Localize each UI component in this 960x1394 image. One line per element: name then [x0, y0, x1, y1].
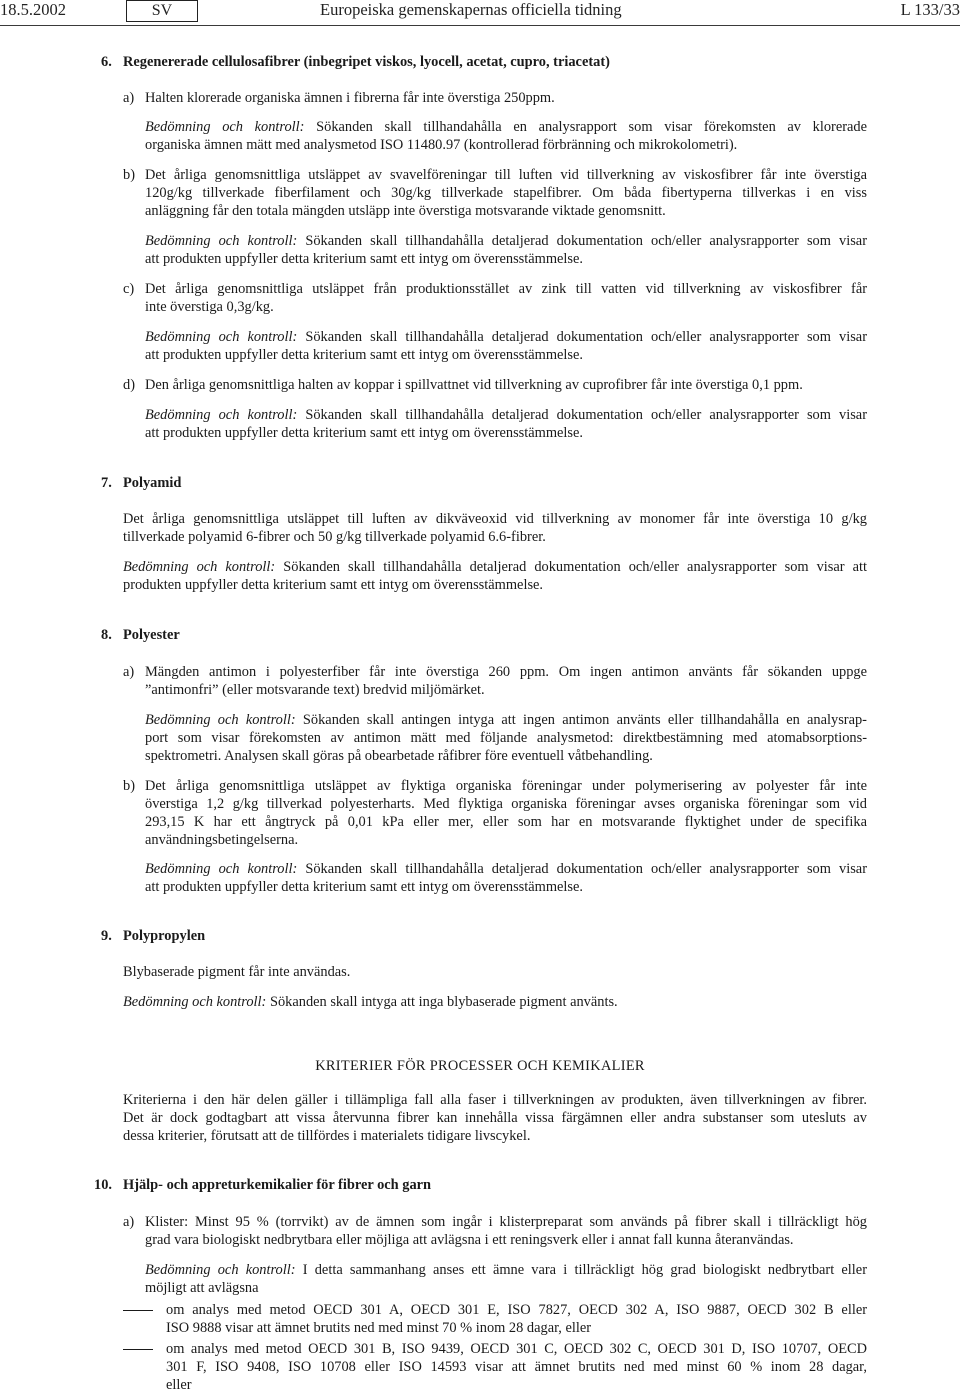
page-reference: L 133/33 — [900, 0, 960, 19]
assessment-label: Bedömning och kontroll: — [123, 559, 276, 575]
section-7-para-line2: tillverkade polyamid 6-fibrer och 50 g/kg tillverkade polyamid 6.6-fibrer. — [123, 529, 546, 545]
item-6d-line1: Den årliga genomsnittliga halten av koppar i spillvattnet vid tillverkning av cuprofibrer får inte överstiga 0,1 ppm. — [145, 377, 803, 393]
language-code-box: SV — [126, 0, 198, 22]
journal-title: Europeiska gemenskapernas officiella tidning — [320, 0, 622, 19]
section-8-title: Polyester — [123, 627, 180, 643]
list-dash — [123, 1310, 153, 1311]
item-6b-line1: Det årliga genomsnittliga utsläppet av svavelföreningar till luften vid tillverkning av viskosfibrer får inte överstiga — [145, 167, 867, 183]
assessment-label: Bedömning och kontroll: — [145, 407, 298, 423]
dash-item-2-line1: om analys med metod OECD 301 B, ISO 9439, OECD 301 C, OECD 302 C, OECD 301 D, ISO 10707, OECD — [166, 1341, 867, 1357]
section-7-assessment-line2: produkten uppfyller detta kriterium samt ett intyg om överensstämmelse. — [123, 577, 544, 593]
item-8b-line2: överstiga 1,2 g/kg tillverkad polyesterharts. Med flyktiga organiska föreningar avses organiska föreningar som vid — [145, 796, 867, 812]
item-8a-assessment-line2: port som visar förekomsten av antimon mätt med följande analysmetod: direktbestämning med atomabsorptions- — [145, 730, 867, 746]
item-6b-line3: anläggning får den totala mängden utsläpp inte överstiga motsvarande viktade genomsnitt. — [145, 203, 666, 219]
section-7-title: Polyamid — [123, 475, 182, 491]
criteria-para-line2: Det är dock godtagbart att vissa återvunna fibrer kan innehålla vissa färgämnen eller andra substanser som utesluts av — [123, 1110, 867, 1126]
item-6c-line1: Det årliga genomsnittliga utsläppet från produktionsstället av zink till vatten vid tillverkning av viskosfibrer får — [145, 281, 867, 297]
item-10a-assessment-line2: möjligt att avlägsna — [145, 1280, 259, 1296]
dash-item-2-line3: eller — [166, 1377, 192, 1393]
item-6d-label: d) — [123, 377, 135, 393]
section-9-assessment: Bedömning och kontroll: Sökanden skall intyga att inga blybaserade pigment använts. — [123, 994, 618, 1010]
header-rule — [0, 25, 960, 26]
item-8a-assessment-line1: Bedömning och kontroll: Sökanden skall antingen intyga att ingen antimon använts eller tillhandahålla en analysrap- — [145, 712, 867, 728]
section-9-number: 9. — [101, 928, 112, 944]
assessment-label: Bedömning och kontroll: — [145, 119, 305, 135]
item-10a-line2: grad vara biologiskt nedbrytbara eller möjliga att avlägsna i ett reningsverk eller i annat fall kunna återanvändas. — [145, 1232, 794, 1248]
item-8b-line4: användningsbetingelserna. — [145, 832, 299, 848]
section-6-title: Regenererade cellulosafibrer (inbegripet viskos, lyocell, acetat, cupro, triacetat) — [123, 54, 610, 70]
item-8b-line1: Det årliga genomsnittliga utsläppet av flyktiga organiska föreningar under polymerisering av polyester får inte — [145, 778, 867, 794]
item-6a-label: a) — [123, 90, 135, 106]
item-6a-assessment-line2: organiska ämnen mätt med analysmetod ISO 11480.97 (kontrollerad förbränning och mikrokolometri). — [145, 137, 738, 153]
item-6c-label: c) — [123, 281, 135, 297]
assessment-label: Bedömning och kontroll: — [123, 994, 267, 1010]
item-6b-line2: 120g/kg tillverkade fiberfilament och 30g/kg tillverkade stapelfibrer. Om båda fibertyperna tillverkas i en viss — [145, 185, 867, 201]
item-6d-assessment-line1: Bedömning och kontroll: Sökanden skall tillhandahålla detaljerad dokumentation och/eller analysrapporter som visar — [145, 407, 867, 423]
assessment-label: Bedömning och kontroll: — [145, 861, 298, 877]
item-8b-assessment-line1: Bedömning och kontroll: Sökanden skall tillhandahålla detaljerad dokumentation och/eller analysrapporter som visar — [145, 861, 867, 877]
criteria-para-line3: dessa kriterier, förutsatt att de tillfördes i materialets tidigare livscykel. — [123, 1128, 531, 1144]
item-6c-line2: inte överstiga 0,3g/kg. — [145, 299, 274, 315]
item-10a-assessment-line1: Bedömning och kontroll: I detta sammanhang anses ett ämne vara i tillräckligt hög grad biologiskt nedbrytbart eller — [145, 1262, 867, 1278]
section-10-number: 10. — [94, 1177, 112, 1193]
item-8a-line1: Mängden antimon i polyesterfiber får inte överstiga 260 ppm. Om ingen antimon använts får sökanden uppge — [145, 664, 867, 680]
item-6b-label: b) — [123, 167, 135, 183]
assessment-label: Bedömning och kontroll: — [145, 1262, 296, 1278]
item-6c-assessment-line1: Bedömning och kontroll: Sökanden skall tillhandahålla detaljerad dokumentation och/eller analysrapporter som visar — [145, 329, 867, 345]
dash-item-1-line2: ISO 9888 visar att ämnet brutits ned med minst 70 % inom 28 dagar, eller — [166, 1320, 592, 1336]
item-8a-line2: ”antimonfri” (eller motsvarande text) bredvid miljömärket. — [145, 682, 485, 698]
item-6a-assessment-line1: Bedömning och kontroll: Sökanden skall tillhandahålla en analysrapport som visar förekomsten av klorerade — [145, 119, 867, 135]
item-6b-assessment-line2: att produkten uppfyller detta kriterium samt ett intyg om överensstämmelse. — [145, 251, 584, 267]
criteria-para-line1: Kriterierna i den här delen gäller i tillämpliga fall alla faser i tillverkningen av produkten, även tillverkningen av fibrer. — [123, 1092, 867, 1108]
item-8a-label: a) — [123, 664, 135, 680]
item-10a-line1: Klister: Minst 95 % (torrvikt) av de ämnen som ingår i klisterpreparat som används på fibrer skall i tillräckligt hög — [145, 1214, 867, 1230]
section-10-title: Hjälp- och appreturkemikalier för fibrer och garn — [123, 1177, 432, 1193]
section-6-number: 6. — [101, 54, 112, 70]
section-9-para: Blybaserade pigment får inte användas. — [123, 964, 351, 980]
assessment-label: Bedömning och kontroll: — [145, 233, 298, 249]
section-7-para-line1: Det årliga genomsnittliga utsläppet till luften av dikväveoxid vid tillverkning av monomer får inte överstiga 10 g/kg — [123, 511, 867, 527]
criteria-heading: KRITERIER FÖR PROCESSER OCH KEMIKALIER — [315, 1058, 645, 1074]
dash-item-2-line2: 301 F, ISO 9408, ISO 10708 eller ISO 14593 visar att ämnet brutits ned med minst 60 % inom 28 dagar, — [166, 1359, 867, 1375]
dash-item-1-line1: om analys med metod OECD 301 A, OECD 301 E, ISO 7827, OECD 302 A, ISO 9887, OECD 302 B eller — [166, 1302, 867, 1318]
assessment-label: Bedömning och kontroll: — [145, 329, 298, 345]
list-dash — [123, 1349, 153, 1350]
item-6d-assessment-line2: att produkten uppfyller detta kriterium samt ett intyg om överensstämmelse. — [145, 425, 584, 441]
item-8b-line3: 293,15 K har ett ångtryck på 0,01 kPa eller mer, eller som har en motsvarande flyktighet under de specifika — [145, 814, 867, 830]
item-8a-assessment-line3: spektrometri. Analysen skall göras på obearbetade råfibrer före eventuell våtbehandling. — [145, 748, 653, 764]
section-8-number: 8. — [101, 627, 112, 643]
publication-date: 18.5.2002 — [0, 0, 66, 19]
item-6c-assessment-line2: att produkten uppfyller detta kriterium samt ett intyg om överensstämmelse. — [145, 347, 584, 363]
item-8b-assessment-line2: att produkten uppfyller detta kriterium samt ett intyg om överensstämmelse. — [145, 879, 584, 895]
item-6b-assessment-line1: Bedömning och kontroll: Sökanden skall tillhandahålla detaljerad dokumentation och/eller analysrapporter som visar — [145, 233, 867, 249]
item-8b-label: b) — [123, 778, 135, 794]
item-6a-text: Halten klorerade organiska ämnen i fibrerna får inte överstiga 250ppm. — [145, 90, 555, 106]
section-7-assessment-line1: Bedömning och kontroll: Sökanden skall tillhandahålla detaljerad dokumentation och/eller analysrapporter som visar att — [123, 559, 867, 575]
section-7-number: 7. — [101, 475, 112, 491]
section-9-title: Polypropylen — [123, 928, 206, 944]
item-10a-label: a) — [123, 1214, 135, 1230]
assessment-label: Bedömning och kontroll: — [145, 712, 296, 728]
